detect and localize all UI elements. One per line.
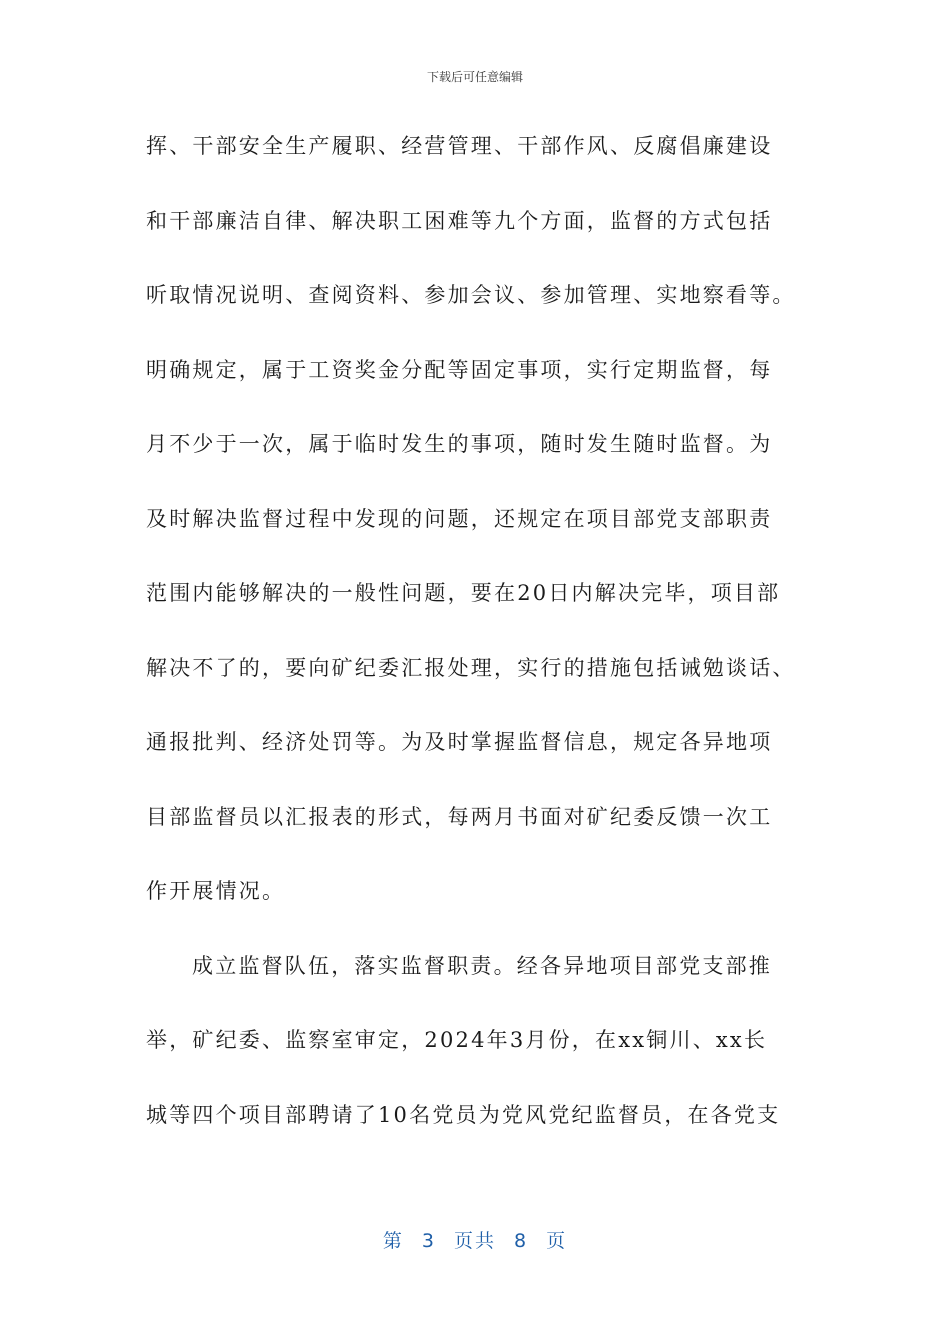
text-line: 通报批判、经济处罚等。为及时掌握监督信息，规定各异地项	[146, 730, 773, 754]
document-body	[146, 120, 808, 1163]
text-line: 月不少于一次，属于临时发生的事项，随时发生随时监督。为	[146, 432, 773, 456]
text-line: 明确规定，属于工资奖金分配等固定事项，实行定期监督，每	[146, 357, 773, 382]
text-line: 听取情况说明、查阅资料、参加会议、参加管理、实地察看等。	[146, 283, 796, 307]
page-header: 下载后可任意编辑	[426, 70, 523, 84]
text-line: 作开展情况。	[146, 879, 286, 903]
text-line: 成立监督队伍，落实监督职责。经各异地项目部党支部推	[192, 953, 772, 978]
text-line: 目部监督员以汇报表的形式，每两月书面对矿纪委反馈一次工	[146, 804, 773, 829]
text-line: 范围内能够解决的一般性问题，要在20日内解决完毕，项目部	[146, 581, 781, 605]
paragraph-2	[146, 940, 808, 1164]
paragraph-1	[146, 120, 808, 940]
text-line: 城等四个项目部聘请了10名党员为党风党纪监督员，在各党支	[146, 1102, 781, 1127]
page-footer: 第 3 页共 8 页	[382, 1230, 568, 1252]
text-line: 举，矿纪委、监察室审定，2024年3月份，在xx铜川、xx长	[146, 1028, 768, 1052]
text-line: 和干部廉洁自律、解决职工困难等九个方面，监督的方式包括	[146, 208, 773, 233]
text-line: 及时解决监督过程中发现的问题，还规定在项目部党支部职责	[146, 506, 773, 531]
text-line: 挥、干部安全生产履职、经营管理、干部作风、反腐倡廉建设	[146, 134, 773, 158]
text-line: 解决不了的，要向矿纪委汇报处理，实行的措施包括诫勉谈话、	[146, 655, 796, 680]
